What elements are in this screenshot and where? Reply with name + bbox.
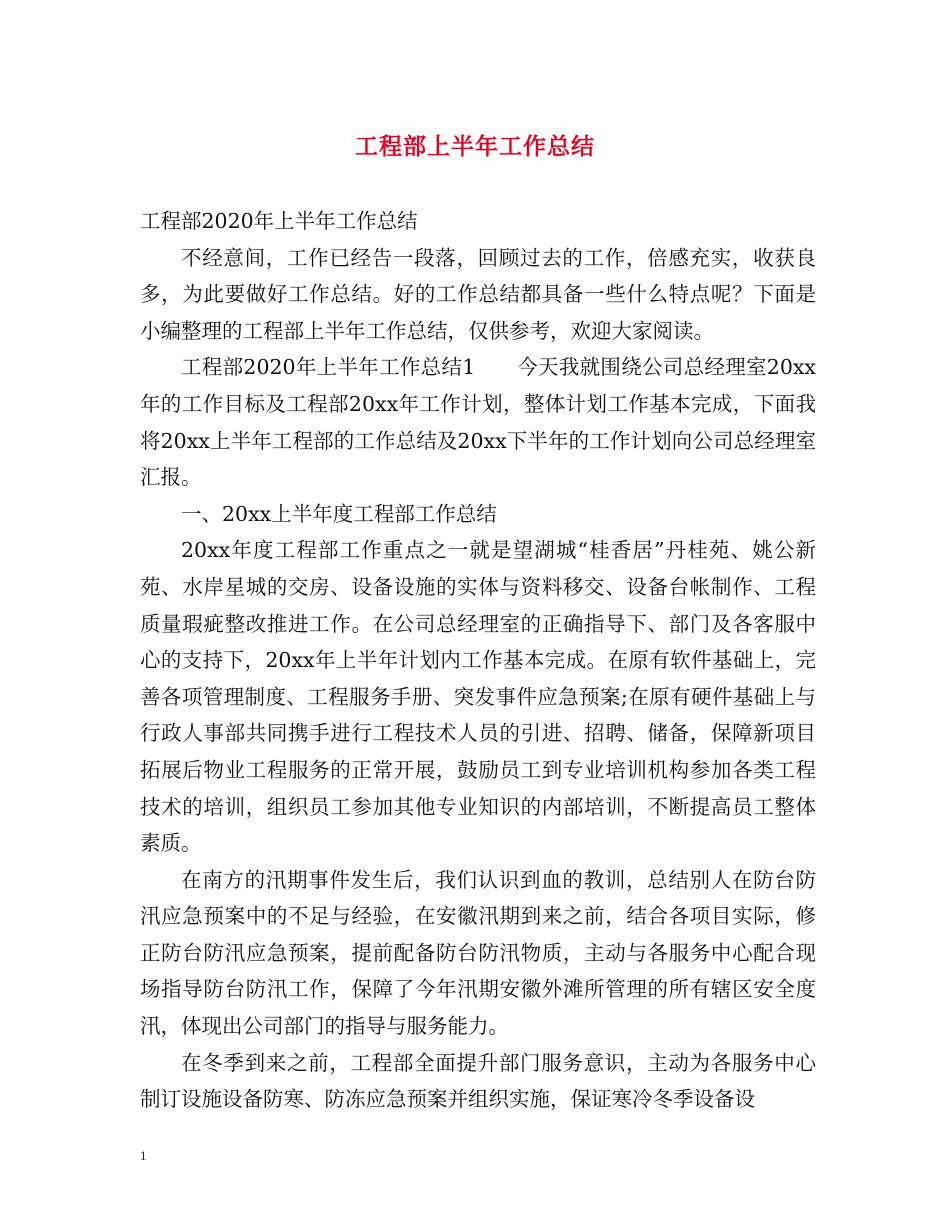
body-paragraph: 在南方的汛期事件发生后，我们认识到血的教训，总结别人在防台防汛应急预案中的不足与经验，在安徽汛期到来之前，结合各项目实际，修正防台防汛应急预案，提前配备防台防汛物质，主动与各服务中心配合现场指导防台防汛工作，保障了今年汛期安徽外滩所管理的所有辖区安全度汛，体现出公司部门的指导与服务能力。	[140, 867, 816, 1039]
document-body	[140, 203, 816, 1118]
body-paragraph: 工程部2020年上半年工作总结1 今天我就围绕公司总经理室20xx年的工作目标及工程部20xx年工作计划，整体计划工作基本完成，下面我将20xx上半年工程部的工作总结及20xx下半年的工作计划向公司总经理室汇报。	[140, 355, 816, 490]
section-heading: 一、20xx上半年度工程部工作总结	[181, 501, 497, 526]
body-paragraph: 在冬季到来之前，工程部全面提升部门服务意识，主动为各服务中心制订设施设备防寒、防冻应急预案并组织实施，保证寒冷冬季设备设	[140, 1050, 816, 1112]
page-number: 1	[140, 1148, 147, 1163]
subtitle-paragraph: 工程部2020年上半年工作总结	[140, 209, 418, 233]
body-paragraph: 不经意间，工作已经告一段落，回顾过去的工作，倍感充实，收获良多，为此要做好工作总结。好的工作总结都具备一些什么特点呢？下面是小编整理的工程部上半年工作总结，仅供参考，欢迎大家阅读。	[140, 245, 816, 343]
document-title: 工程部上半年工作总结	[355, 133, 595, 160]
body-paragraph: 20xx年度工程部工作重点之一就是望湖城“桂香居”丹桂苑、姚公新苑、水岸星城的交房、设备设施的实体与资料移交、设备台帐制作、工程质量瑕疵整改推进工作。在公司总经理室的正确指导下、部门及各客服中心的支持下，20xx年上半年计划内工作基本完成。在原有软件基础上，完善各项管理制度、工程服务手册、突发事件应急预案;在原有硬件基础上与行政人事部共同携手进行工程技术人员的引进、招聘、储备，保障新项目拓展后物业工程服务的正常开展，鼓励员工到专业培训机构参加各类工程技术的培训，组织员工参加其他专业知识的内部培训，不断提高员工整体素质。	[140, 538, 816, 856]
